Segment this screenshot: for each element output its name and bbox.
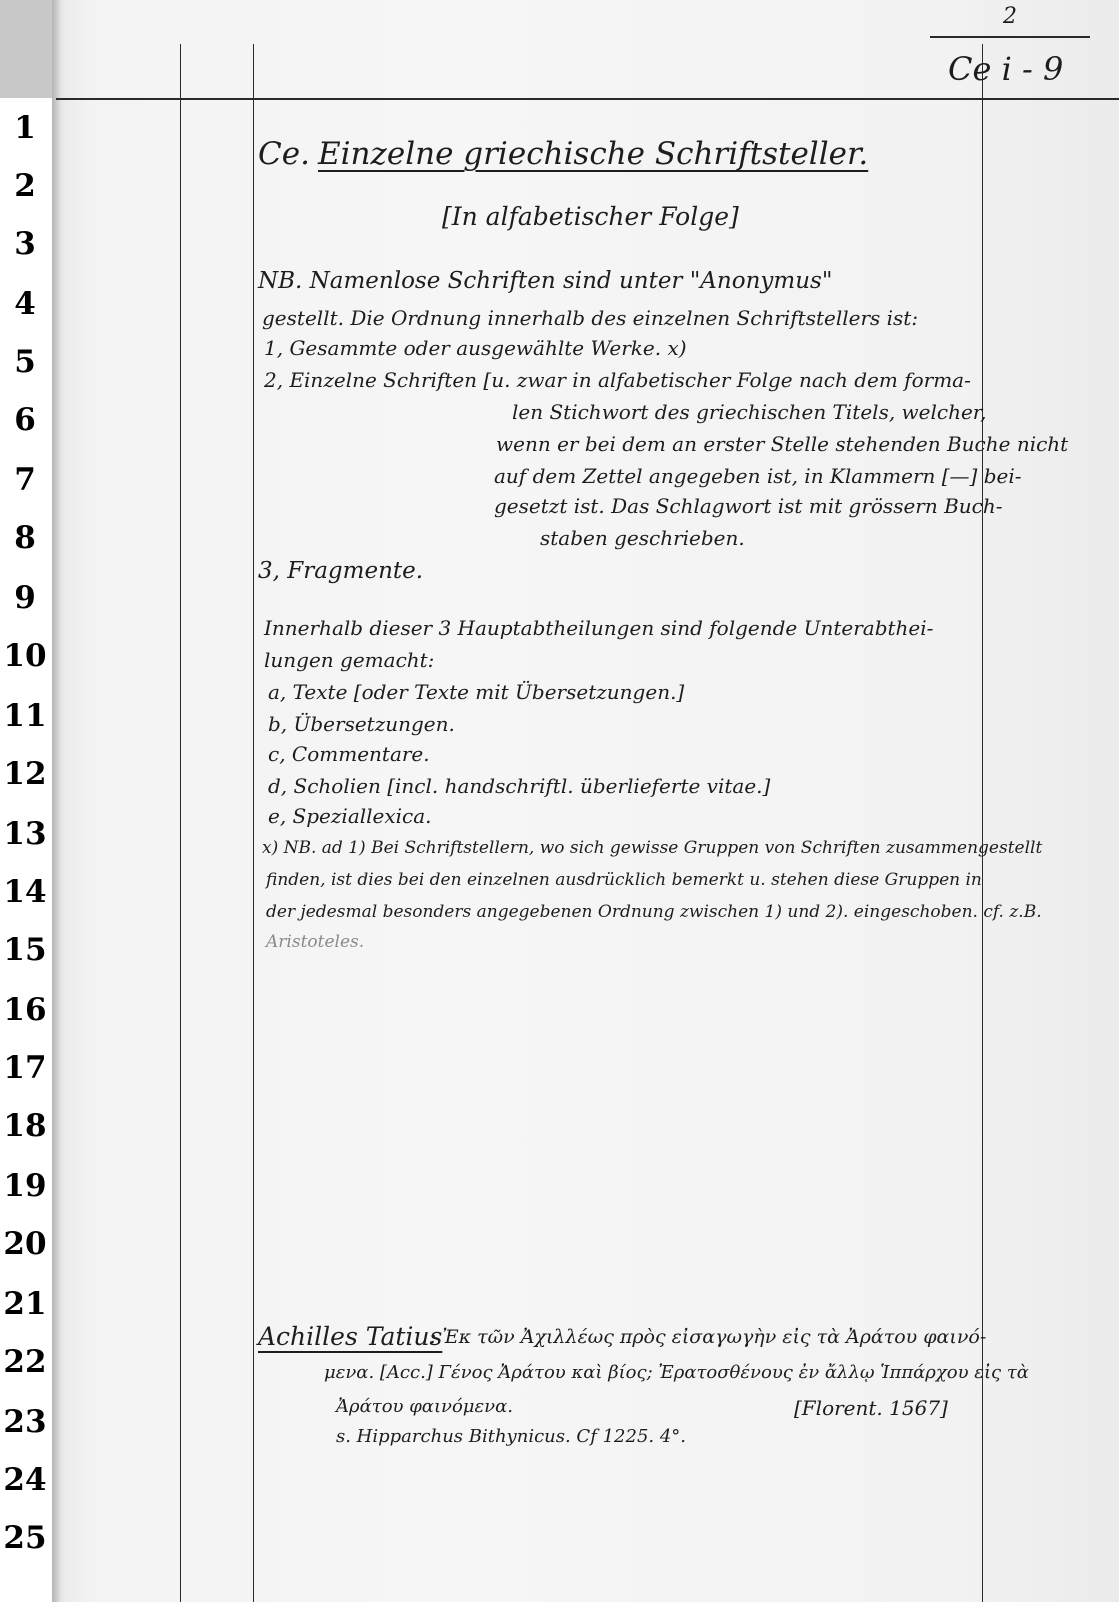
- item-3: 3, Fragmente.: [258, 558, 424, 584]
- line-number: 2: [14, 168, 36, 204]
- item-2-line-4: auf dem Zettel angegeben ist, in Klammern [—] bei-: [494, 464, 1022, 488]
- section-subtitle: [In alfabetischer Folge]: [442, 202, 739, 231]
- nb-line-1: NB. Namenlose Schriften sind unter "Anonymus": [258, 268, 833, 294]
- subdivision-b: b, Übersetzungen.: [268, 712, 455, 736]
- margin-rule-1: [180, 44, 181, 1602]
- line-number: 18: [3, 1108, 47, 1144]
- page-spine: [52, 0, 60, 1602]
- line-number: 9: [14, 580, 36, 616]
- entry-line-2: μενα. [Acc.] Γένος Ἀράτου καὶ βίος; Ἐρατοσθένους ἐν ἄλλῳ Ἱππάρχου εἰς τὰ: [324, 1362, 1029, 1383]
- line-number: 22: [3, 1344, 47, 1380]
- entry-line-4: s. Hipparchus Bithynicus. Cf 1225. 4°.: [336, 1426, 687, 1447]
- line-number: 1: [14, 110, 36, 146]
- footnote-line-4: Aristoteles.: [266, 932, 365, 952]
- subdivision-d: d, Scholien [incl. handschriftl. überlieferte vitae.]: [268, 774, 771, 798]
- item-2-line-3: wenn er bei dem an erster Stelle stehenden Buche nicht: [496, 432, 1069, 456]
- margin-rule-2: [253, 44, 254, 1602]
- line-number: 25: [3, 1520, 47, 1556]
- footnote-line-3: der jedesmal besonders angegebenen Ordnung zwischen 1) und 2). eingeschoben. cf. z.B.: [266, 902, 1042, 922]
- line-number: 4: [14, 286, 36, 322]
- nb-line-2: gestellt. Die Ordnung innerhalb des einzelnen Schriftstellers ist:: [262, 306, 919, 330]
- subdivision-a: a, Texte [oder Texte mit Übersetzungen.]: [268, 680, 685, 704]
- entry-place-year: [Florent. 1567]: [794, 1396, 948, 1420]
- line-number: 6: [14, 402, 36, 438]
- line-number: 17: [3, 1050, 47, 1086]
- line-number: 20: [3, 1226, 47, 1262]
- subdivision-intro-2: lungen gemacht:: [264, 648, 435, 672]
- item-2-line-5: gesetzt ist. Das Schlagwort ist mit grössern Buch-: [494, 494, 1003, 518]
- subdivision-e: e, Speziallexica.: [268, 804, 432, 828]
- margin-corner: [0, 0, 56, 98]
- line-number: 8: [14, 520, 36, 556]
- line-number: 11: [3, 698, 47, 734]
- line-number: 14: [3, 874, 47, 910]
- subdivision-intro-1: Innerhalb dieser 3 Hauptabtheilungen sind folgende Unterabthei-: [264, 616, 934, 640]
- entry-line-1: : Ἐκ τῶν Ἀχιλλέως πρὸς εἰσαγωγὴν εἰς τὰ Ἀράτου φαινό-: [430, 1326, 987, 1348]
- item-2-line-2: len Stichwort des griechischen Titels, welcher,: [512, 400, 987, 424]
- line-number: 16: [3, 992, 47, 1028]
- item-1: 1, Gesammte oder ausgewählte Werke. x): [264, 336, 687, 360]
- entry-line-3: Ἀράτου φαινόμενα.: [336, 1396, 513, 1417]
- entry-author: Achilles Tatius: [258, 1322, 443, 1351]
- line-number: 13: [3, 816, 47, 852]
- line-number-column: [0, 98, 50, 1602]
- line-number: 23: [3, 1404, 47, 1440]
- header-rule: [930, 36, 1090, 38]
- footnote-line-1: x) NB. ad 1) Bei Schriftstellern, wo sich gewisse Gruppen von Schriften zusammengestellt: [262, 838, 1043, 858]
- line-number: 12: [3, 756, 47, 792]
- section-title: Einzelne griechische Schriftsteller.: [318, 136, 869, 172]
- section-prefix: Ce.: [258, 136, 310, 172]
- line-number: 7: [14, 462, 36, 498]
- line-number: 5: [14, 344, 36, 380]
- top-rule: [56, 98, 1119, 100]
- line-number: 19: [3, 1168, 47, 1204]
- subdivision-c: c, Commentare.: [268, 742, 430, 766]
- shelfmark: Ce i - 9: [948, 50, 1064, 88]
- line-number: 21: [3, 1286, 47, 1322]
- item-2-line-1: 2, Einzelne Schriften [u. zwar in alfabetischer Folge nach dem forma-: [264, 368, 971, 392]
- item-2-line-6: staben geschrieben.: [540, 526, 745, 550]
- line-number: 15: [3, 932, 47, 968]
- line-number: 10: [3, 638, 47, 674]
- line-number: 3: [14, 226, 36, 262]
- footnote-line-2: finden, ist dies bei den einzelnen ausdrücklich bemerkt u. stehen diese Gruppen in: [266, 870, 982, 890]
- page-number: 2: [1003, 4, 1017, 29]
- line-number: 24: [3, 1462, 47, 1498]
